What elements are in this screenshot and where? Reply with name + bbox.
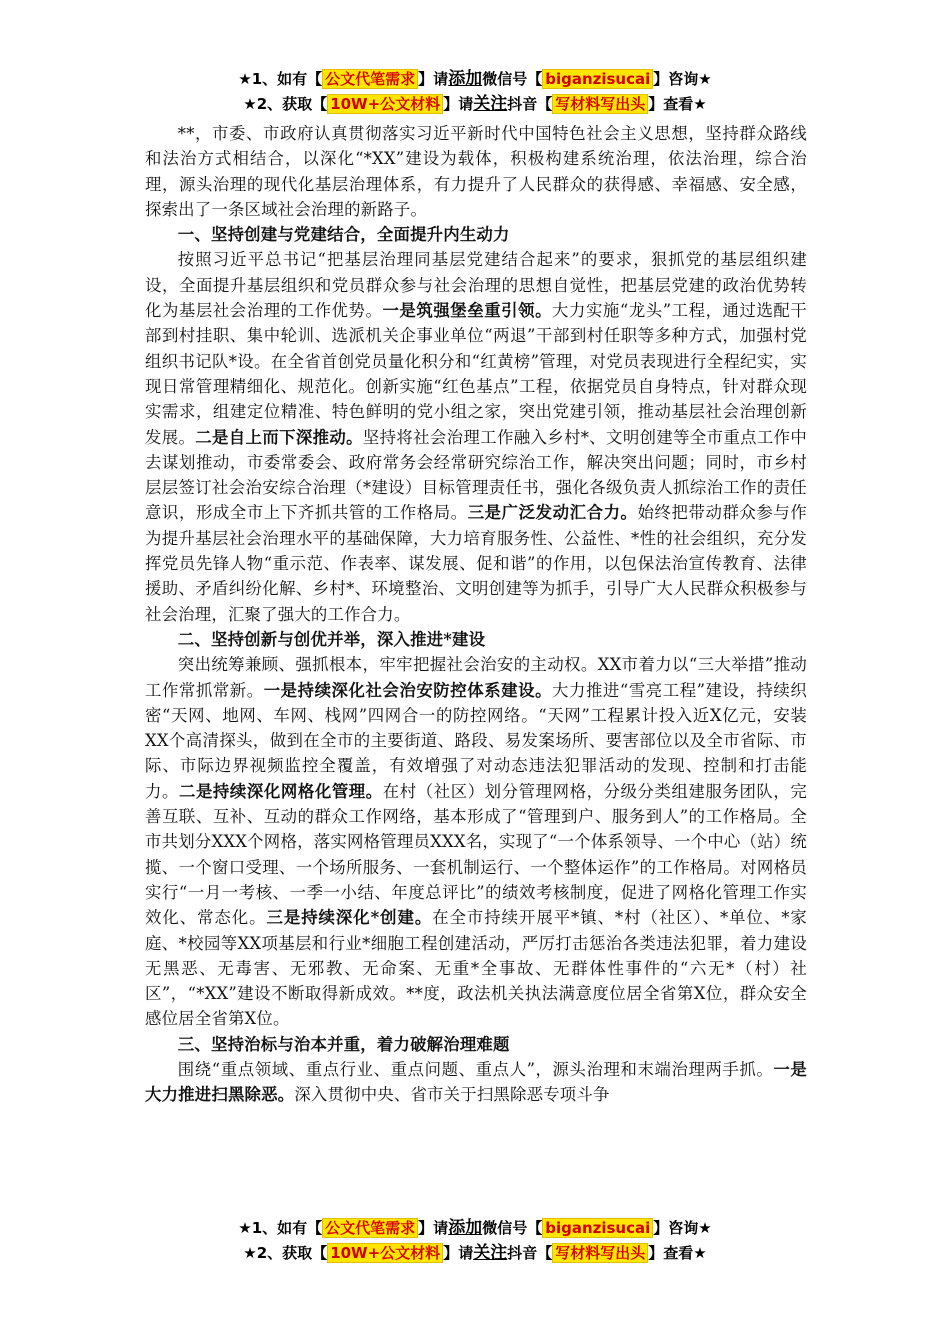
highlight-douyin: 写材料写出头	[552, 1243, 648, 1263]
section-2-paragraph	[145, 652, 807, 1031]
promo-text: 】咨询★	[653, 70, 712, 88]
promo-text: 抖音【	[507, 95, 553, 113]
highlight-douyin: 写材料写出头	[552, 94, 648, 114]
body-text: 深入贯彻中央、省市关于扫黑除恶专项斗争	[294, 1085, 610, 1105]
body-text: 始终把带动群众参与作为提升基层社会治理水平的基础保障，大力培育服务性、公益性、*性的社会组织，充分发挥党员先锋人物“重示范、作表率、谋发展、促和谐”的作用，以包保法治宣传教育、法律援助、矛盾纠纷化解、乡村*、环境整治、文明创建等为抓手，引导广大人民群众积极参与社会治理，汇聚了强大的工作合力。	[145, 503, 807, 624]
body-text: 坚持将社会治理工作融入乡村*、文明创建等全市重点工作中去谋划推动，市委常委会、政府常务会经常研究综治工作，解决突出问题；同时，市乡村层层签订社会治安综合治理（*建设）目标管理责任书，强化各级负责人抓综治工作的责任意识，形成全市上下齐抓共管的工作格局。	[145, 427, 808, 523]
body-text: 在全市持续开展平*镇、*村（社区）、*单位、*家庭、*校园等XX项基层和行业*细胞工程创建活动，严厉打击惩治各类违法犯罪，着力建设无黑恶、无毒害、无邪教、无命案、无重*全事故、无群体性事件的“六无*（村）社区”，“*XX”建设不断取得新成效。**度，政法机关执法满意度位居全省第X位，群众安全感位居全省第X位。	[145, 908, 807, 1029]
promo-line-1	[0, 1216, 950, 1241]
promo-text: 】请	[418, 1219, 449, 1237]
highlight-materials: 10W+公文材料	[327, 94, 443, 114]
promo-text: ★2、获取【	[243, 1244, 328, 1262]
promo-text: 抖音【	[507, 1244, 553, 1262]
bold-point: 二是持续深化网格化管理。	[178, 781, 383, 801]
promo-emphasis: 关注	[473, 94, 508, 114]
promo-text: 】咨询★	[653, 1219, 712, 1237]
promo-line-2	[0, 1241, 950, 1266]
bold-point: 一是持续深化社会治安防控体系建设。	[263, 680, 553, 700]
promo-text: 】查看★	[648, 1244, 707, 1262]
bold-point: 一是筑强堡垒重引领。	[382, 301, 553, 321]
promo-text: 】请	[418, 70, 449, 88]
document-body	[145, 121, 807, 1108]
promo-emphasis: 添加	[448, 69, 483, 89]
bold-point: 三是广泛发动汇合力。	[467, 503, 638, 523]
section-heading-3: 三、坚持治标与治本并重，着力破解治理难题	[177, 1034, 510, 1054]
bold-point: 一是大力推进扫黑除恶。	[145, 1059, 807, 1105]
promo-text: 】请	[443, 95, 474, 113]
highlight-wechat-id: biganzisucai	[542, 69, 653, 89]
promo-text: 】查看★	[648, 95, 707, 113]
bold-point: 三是持续深化*创建。	[266, 908, 433, 928]
section-heading-1: 一、坚持创建与党建结合，全面提升内生动力	[177, 225, 510, 245]
section-heading-2: 二、坚持创新与创优并举，深入推进*建设	[177, 629, 486, 649]
body-text: 围绕“重点领域、重点行业、重点问题、重点人”，源头治理和末端治理两手抓。	[177, 1059, 774, 1079]
promo-line-2	[0, 92, 950, 117]
promo-emphasis: 关注	[473, 1243, 508, 1263]
body-text: 在村（社区）划分管理网格，分级分类组建服务团队，完善互联、互补、互动的群众工作网络，基本形成了“管理到户、服务到人”的工作格局。全市共划分XXX个网格，落实网格管理员XXX名，实现了“一个体系领导、一个中心（站）统揽、一个窗口受理、一个场所服务、一套机制运行、一个整体运作”的工作格局。对网格员实行“一月一考核、一季一小结、年度总评比”的绩效考核制度，促进了网格化管理工作实效化、常态化。	[145, 781, 807, 928]
body-text: 突出统筹兼顾、强抓根本，牢牢把握社会治安的主动权。XX市着力以“三大举措”推动工作常抓常新。	[145, 655, 807, 700]
section-3-paragraph	[145, 1057, 807, 1108]
body-text: 按照习近平总书记“把基层治理同基层党建结合起来”的要求，狠抓党的基层组织建设，全面提升基层组织和党员群众参与社会治理的思想自觉性，把基层党建的政治优势转化为基层社会治理的工作优势。	[145, 250, 807, 321]
promo-banner-bottom	[0, 1216, 950, 1266]
promo-text: 】请	[443, 1244, 474, 1262]
promo-text: ★2、获取【	[243, 95, 328, 113]
highlight-service: 公文代笔需求	[322, 1218, 418, 1238]
promo-text: 微信号【	[482, 70, 543, 88]
promo-text: ★1、如有【	[238, 70, 323, 88]
promo-text: 微信号【	[482, 1219, 543, 1237]
promo-text: ★1、如有【	[238, 1219, 323, 1237]
highlight-wechat-id: biganzisucai	[542, 1218, 653, 1238]
promo-banner-top	[0, 67, 950, 117]
section-1-paragraph	[145, 247, 807, 626]
bold-point: 二是自上而下深推动。	[195, 427, 363, 447]
promo-emphasis: 添加	[448, 1218, 483, 1238]
body-text: 大力推进“雪亮工程”建设，持续织密“天网、地网、车网、栈网”四网合一的防控网络。“天网”工程累计投入近X亿元，安装XX个高清探头，做到在全市的主要街道、路段、易发案场所、要害部位以及全市省际、市际、市际边界视频监控全覆盖，有效增强了对动态违法犯罪活动的发现、控制和打击能力。	[145, 680, 807, 801]
promo-line-1	[0, 67, 950, 92]
highlight-materials: 10W+公文材料	[327, 1243, 443, 1263]
intro-paragraph: **，市委、市政府认真贯彻落实习近平新时代中国特色社会主义思想，坚持群众路线和法治方式相结合，以深化“*XX”建设为载体，积极构建系统治理，依法治理，综合治理，源头治理的现代化基层治理体系，有力提升了人民群众的获得感、幸福感、安全感，探索出了一条区域社会治理的新路子。	[145, 124, 807, 219]
highlight-service: 公文代笔需求	[322, 69, 418, 89]
body-text: 大力实施“龙头”工程，通过选配干部到村挂职、集中轮训、选派机关企事业单位“两退”干部到村任职等多种方式，加强村党组织书记队*设。在全省首创党员量化积分和“红黄榜”管理，对党员表现进行全程纪实，实现日常管理精细化、规范化。创新实施“红色基点”工程，依据党员自身特点，针对群众现实需求，组建定位精准、特色鲜明的党小组之家，突出党建引领，推动基层社会治理创新发展。	[145, 301, 807, 447]
